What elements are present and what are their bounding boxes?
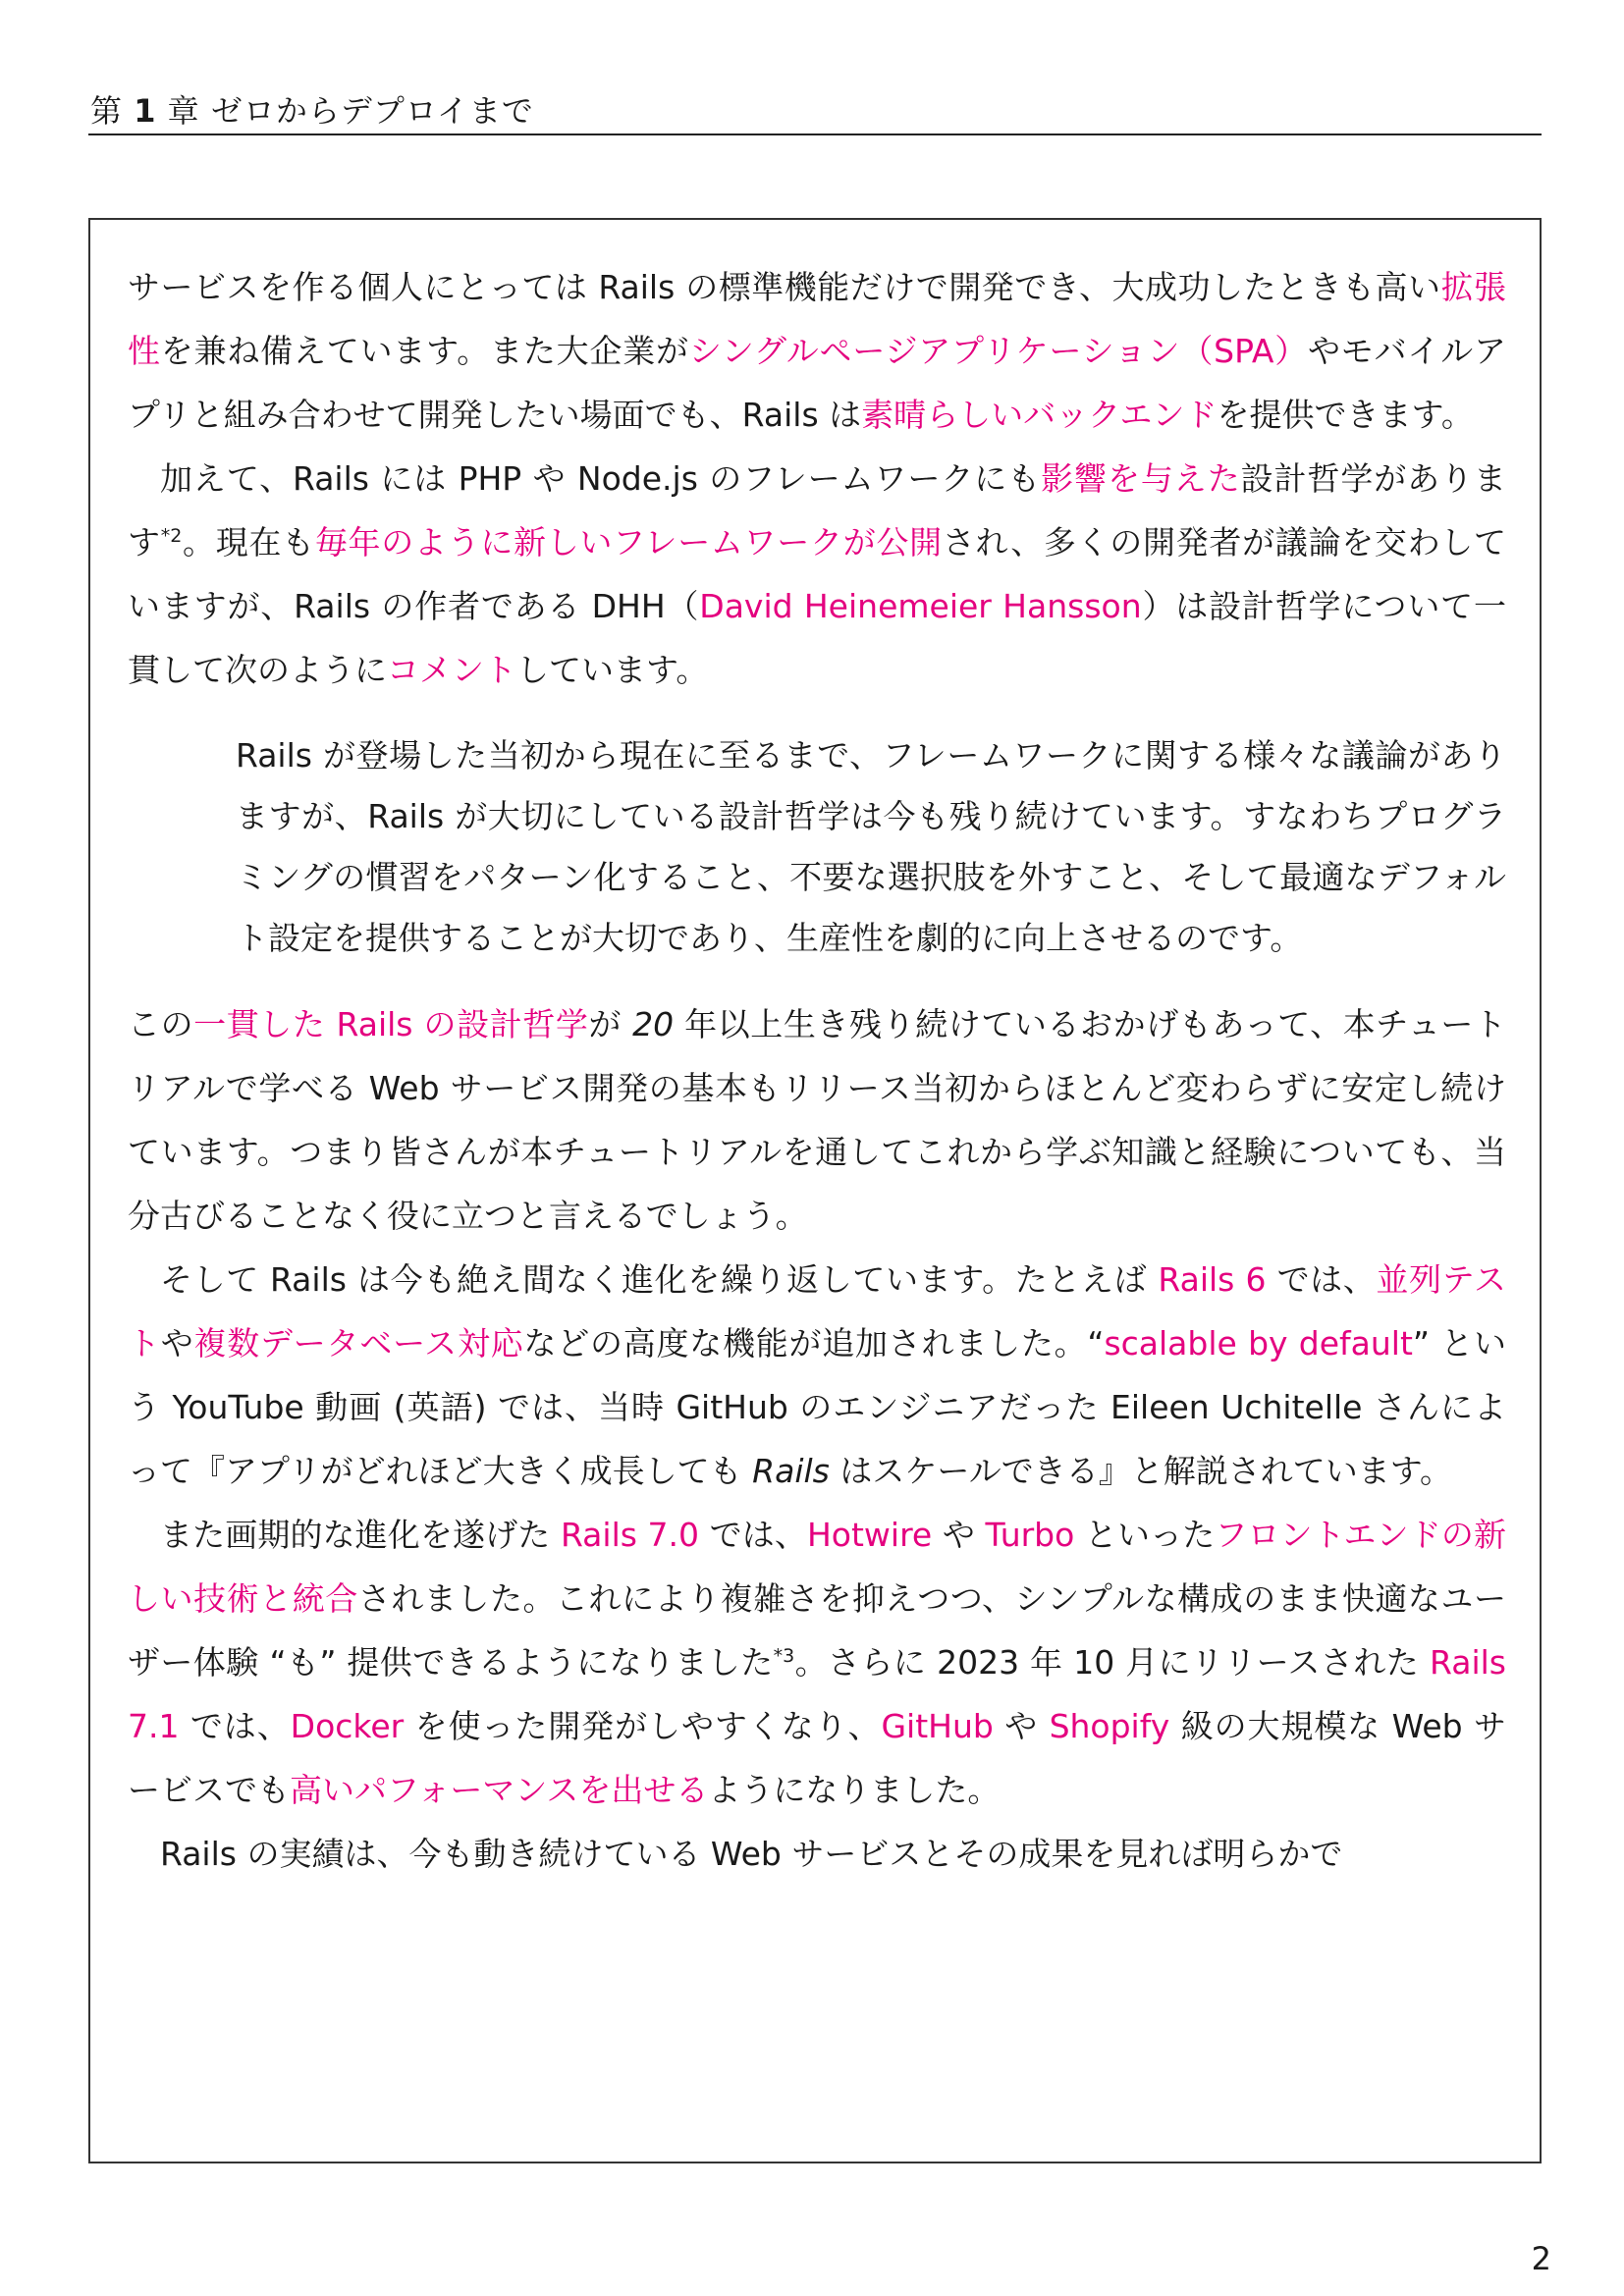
text: 設計哲学があります bbox=[128, 459, 1507, 561]
text: はスケールできる』と解説されています。 bbox=[829, 1452, 1453, 1490]
content-box bbox=[88, 218, 1542, 2163]
text: ようになりました。 bbox=[708, 1771, 1001, 1809]
paragraph-1 bbox=[128, 255, 1506, 447]
text: ” という YouTube 動画 (英語) では、当時 GitHub のエンジニアだった Eileen Uchitelle さんによって『アプリがどれほど大きく成長しても bbox=[128, 1324, 1507, 1490]
text: が bbox=[588, 1005, 633, 1043]
link-docker[interactable]: Docker bbox=[290, 1707, 405, 1745]
text: Rails の実績は、今も動き続けている Web サービスとその成果を見れば明らかで bbox=[160, 1835, 1343, 1873]
link-comment[interactable]: コメント bbox=[387, 651, 516, 689]
text: 。現在も bbox=[182, 523, 315, 561]
chapter-suffix: 章 bbox=[167, 92, 200, 130]
text: 。さらに 2023 年 10 月にリリースされた bbox=[794, 1643, 1431, 1682]
paragraph-4 bbox=[128, 1248, 1506, 1503]
link-great-backend[interactable]: 素晴らしいバックエンド bbox=[861, 396, 1218, 434]
link-consistent-philosophy[interactable]: 一貫した Rails の設計哲学 bbox=[193, 1005, 589, 1043]
paragraph-3 bbox=[128, 992, 1506, 1248]
text: では、 bbox=[699, 1516, 807, 1554]
footnote-ref-3[interactable]: *3 bbox=[773, 1645, 795, 1667]
link-shopify[interactable]: Shopify bbox=[1049, 1707, 1170, 1745]
text: され、多くの開発者が議論を交わしていますが、Rails の作者である DHH（ bbox=[128, 523, 1507, 625]
text: や bbox=[993, 1707, 1050, 1745]
link-rails-7-0[interactable]: Rails 7.0 bbox=[560, 1516, 700, 1554]
emphasis-years: 20 bbox=[632, 1005, 675, 1043]
link-rails-6[interactable]: Rails 6 bbox=[1158, 1260, 1267, 1299]
link-github[interactable]: GitHub bbox=[881, 1707, 994, 1745]
text: やモバイルアプリと組み合わせて開発したい場面でも、Rails は bbox=[128, 332, 1506, 434]
chapter-prefix: 第 bbox=[90, 92, 124, 130]
chapter-number: 1 bbox=[134, 92, 157, 130]
text: サービスを作る個人にとっては Rails の標準機能だけで開発でき、大成功したときも高い bbox=[128, 268, 1441, 306]
quote-text: Rails が登場した当初から現在に至るまで、フレームワークに関する様々な議論がありますが、Rails が大切にしている設計哲学は今も残り続けています。すなわちプログラミングの慣習をパターン化すること、不要な選択肢を外すこと、そして最適なデフォルト設定を提供することが大切であり、生産性を劇的に向上させるのです。 bbox=[236, 736, 1506, 957]
text: では、 bbox=[1266, 1260, 1377, 1299]
text: や bbox=[932, 1516, 986, 1554]
paragraph-6 bbox=[128, 1822, 1506, 1886]
text: ）は設計哲学について一貫して次のように bbox=[128, 587, 1506, 689]
link-hotwire[interactable]: Hotwire bbox=[806, 1516, 933, 1554]
text: や bbox=[160, 1324, 194, 1362]
link-new-frameworks[interactable]: 毎年のように新しいフレームワークが公開 bbox=[314, 523, 943, 561]
running-header bbox=[88, 77, 1542, 135]
text: を使った開発がしやすくなり、 bbox=[404, 1707, 882, 1745]
link-frontend-integration[interactable]: フロントエンドの新しい技術と統合 bbox=[128, 1516, 1506, 1618]
text: 級の大規模な Web サービスでも bbox=[128, 1707, 1506, 1809]
paragraph-5 bbox=[128, 1503, 1506, 1822]
text: しています。 bbox=[516, 651, 709, 689]
page-number: 2 bbox=[1531, 2240, 1551, 2277]
paragraph-2 bbox=[128, 447, 1506, 702]
text: この bbox=[128, 1005, 194, 1043]
text: といった bbox=[1074, 1516, 1216, 1554]
link-parallel-tests[interactable]: 並列テスト bbox=[128, 1260, 1506, 1362]
footnote-ref-2[interactable]: *2 bbox=[160, 525, 183, 547]
link-dhh[interactable]: David Heinemeier Hansson bbox=[699, 587, 1142, 625]
chapter-heading bbox=[90, 86, 534, 132]
text: などの高度な機能が追加されました。“ bbox=[523, 1324, 1105, 1362]
text: を提供できます。 bbox=[1217, 396, 1474, 434]
link-rails-7-1[interactable]: Rails 7.1 bbox=[128, 1643, 1507, 1745]
text: 加えて、Rails には PHP や Node.js のフレームワークにも bbox=[160, 459, 1042, 498]
text: では、 bbox=[179, 1707, 291, 1745]
emphasis-rails: Rails bbox=[752, 1452, 830, 1490]
text: 年以上生き残り続けているおかげもあって、本チュートリアルで学べる Web サービス開発の基本もリリース当初からほとんど変わらずに安定し続けています。つまり皆さんが本チュートリアルを通してこれから学ぶ知識と経験についても、当分古びることなく役に立つと言えるでしょう。 bbox=[128, 1005, 1507, 1235]
text: そして Rails は今も絶え間なく進化を繰り返しています。たとえば bbox=[160, 1260, 1159, 1299]
link-influenced[interactable]: 影響を与えた bbox=[1041, 459, 1241, 498]
text: されました。これにより複雑さを抑えつつ、シンプルな構成のまま快適なユーザー体験 “も” 提供できるようになりました bbox=[128, 1579, 1507, 1682]
link-high-performance[interactable]: 高いパフォーマンスを出せる bbox=[290, 1771, 709, 1809]
link-scalable-by-default[interactable]: scalable by default bbox=[1104, 1324, 1413, 1362]
blockquote bbox=[236, 725, 1506, 969]
text: を兼ね備えています。また大企業が bbox=[160, 332, 689, 370]
chapter-title: ゼロからデプロイまで bbox=[210, 92, 534, 130]
link-turbo[interactable]: Turbo bbox=[985, 1516, 1075, 1554]
link-multiple-databases[interactable]: 複数データベース対応 bbox=[193, 1324, 524, 1362]
link-spa[interactable]: シングルページアプリケーション（SPA） bbox=[688, 332, 1309, 370]
link-extensibility[interactable]: 拡張性 bbox=[128, 268, 1507, 370]
text: また画期的な進化を遂げた bbox=[160, 1516, 561, 1554]
